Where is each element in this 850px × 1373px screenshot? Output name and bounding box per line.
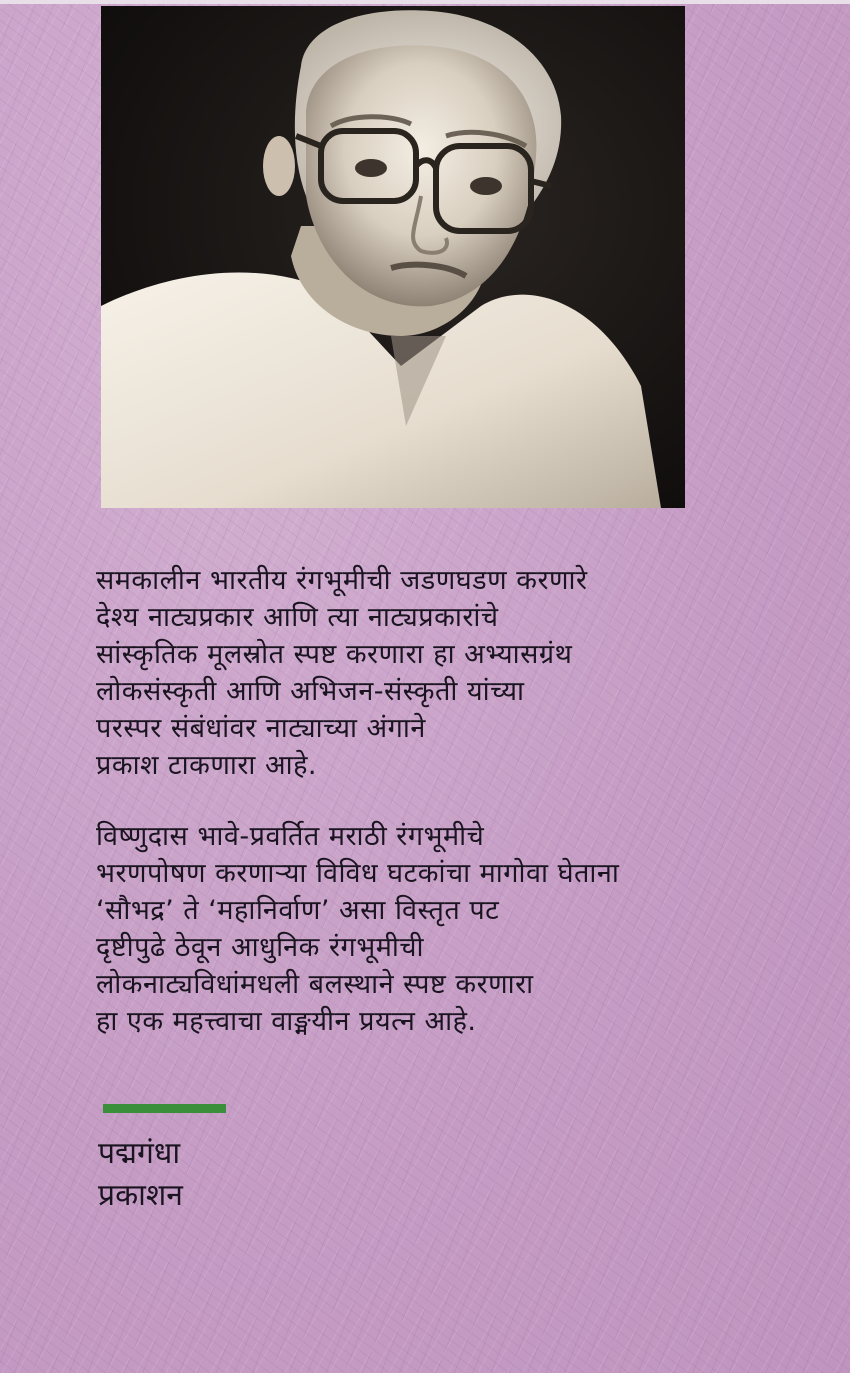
- author-photo: [101, 6, 685, 508]
- blurb-line: ‘सौभद्र’ ते ‘महानिर्वाण’ असा विस्तृत पट: [96, 895, 500, 926]
- blurb-line: प्रकाश टाकणारा आहे.: [96, 750, 318, 781]
- blurb-line: परस्पर संबंधांवर नाट्याच्या अंगाने: [96, 713, 426, 744]
- blurb-line: समकालीन भारतीय रंगभूमीची जडणघडण करणारे: [96, 565, 588, 596]
- blurb-line: लोकनाट्यविधांमधली बलस्थाने स्पष्ट करणारा: [96, 969, 534, 1000]
- blurb-line: लोकसंस्कृती आणि अभिजन-संस्कृती यांच्या: [96, 676, 525, 707]
- blurb-line: दृष्टीपुढे ठेवून आधुनिक रंगभूमीची: [96, 932, 424, 963]
- publisher-line: प्रकाशन: [98, 1178, 183, 1213]
- cover-top-edge: [0, 0, 850, 4]
- blurb-line: हा एक महत्त्वाचा वाङ्मयीन प्रयत्न आहे.: [96, 1006, 477, 1037]
- blurb-line: भरणपोषण करणाऱ्या विविध घटकांचा मागोवा घेताना: [96, 858, 620, 889]
- blurb-line: विष्णुदास भावे-प्रवर्तित मराठी रंगभूमीचे: [96, 821, 485, 852]
- publisher-name: [98, 1133, 183, 1217]
- blurb-line: सांस्कृतिक मूलस्रोत स्पष्ट करणारा हा अभ्यासग्रंथ: [96, 639, 573, 670]
- blurb-paragraph-1: [96, 562, 826, 784]
- blurb-paragraph-2: [96, 818, 826, 1040]
- publisher-divider: [103, 1104, 226, 1113]
- blurb-line: देश्य नाट्यप्रकार आणि त्या नाट्यप्रकारांचे: [96, 602, 499, 633]
- publisher-line: पद्मगंधा: [98, 1136, 181, 1171]
